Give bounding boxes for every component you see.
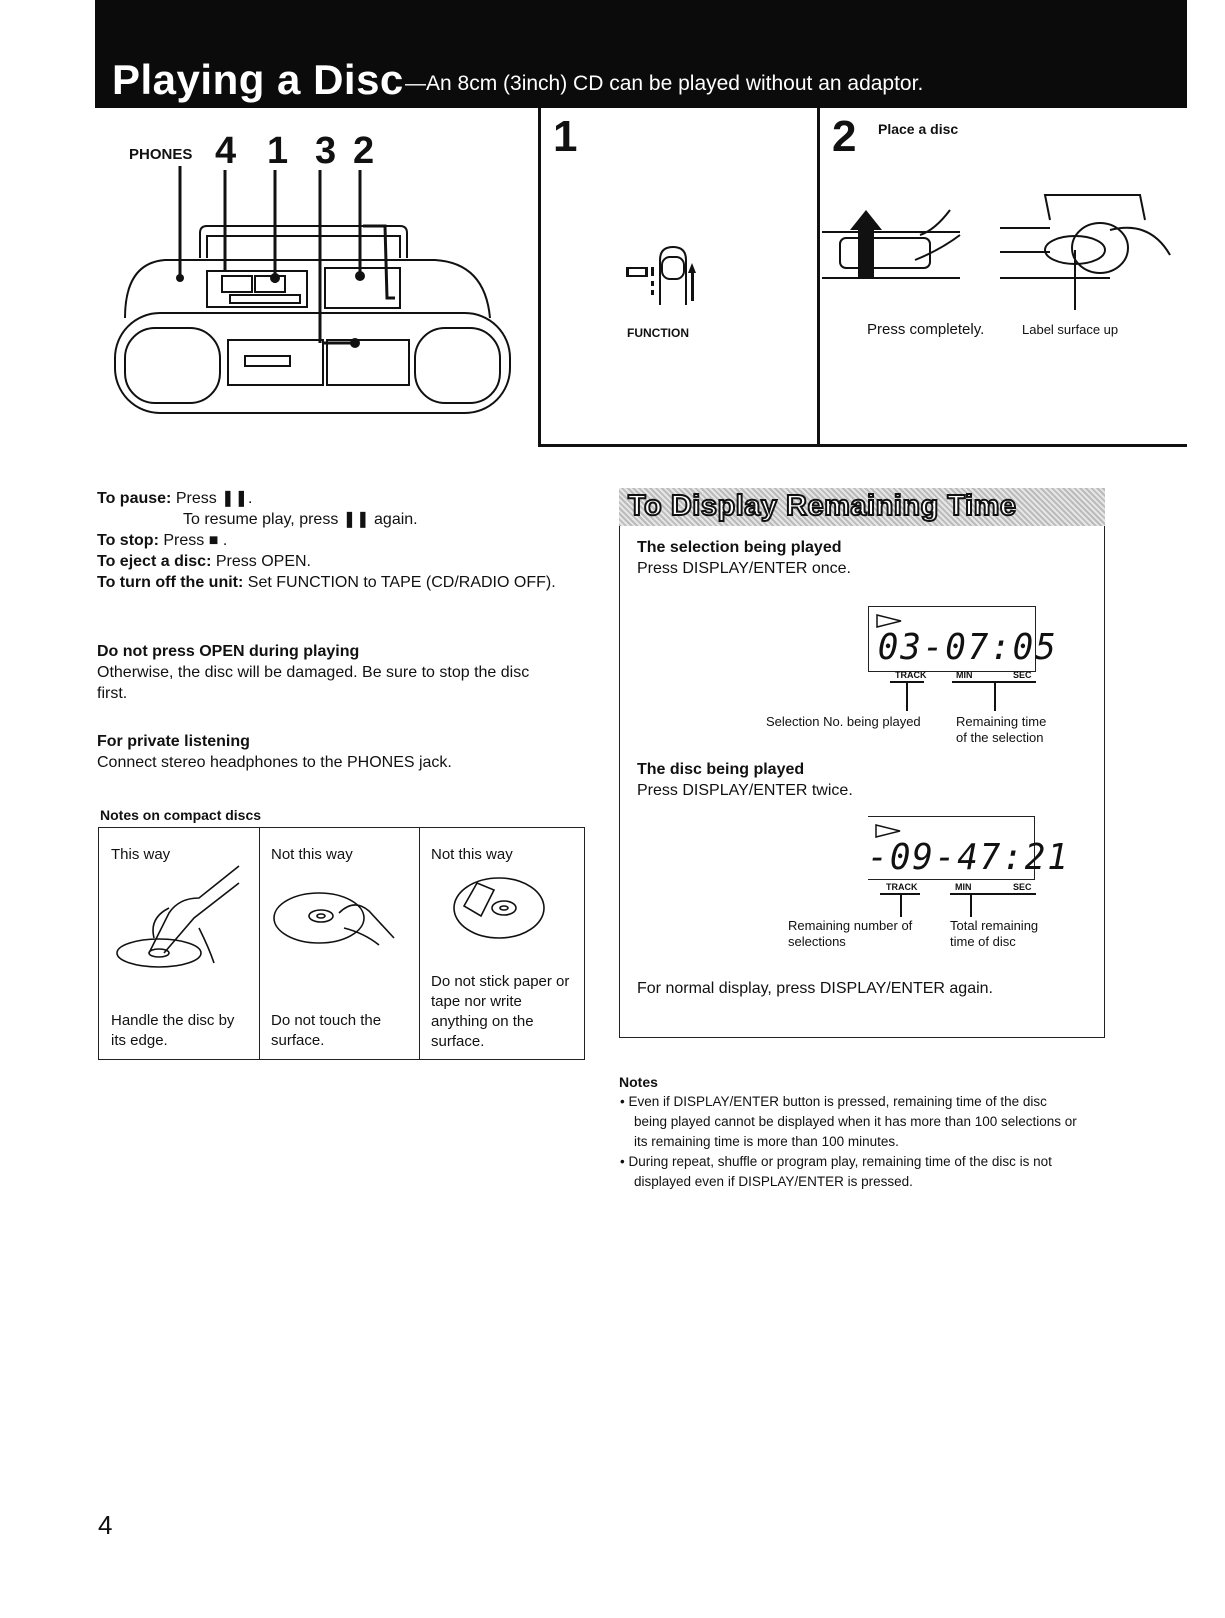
sel-cap-right-1: Remaining time [956, 714, 1047, 729]
lbl-sec-1: SEC [1013, 670, 1032, 680]
warning-text: Otherwise, the disc will be damaged. Be sure to stop the disc first. [97, 664, 530, 702]
pointer-time-1 [994, 681, 996, 711]
step-divider-left [538, 108, 541, 446]
lbl-min-2: MIN [955, 882, 972, 892]
lbl-min-1: MIN [956, 670, 973, 680]
remaining-heading: To Display Remaining Time [628, 490, 1017, 522]
step-box-bottom [538, 444, 1187, 447]
function-switch-icon [618, 245, 728, 325]
notes-discs-table [98, 827, 585, 1060]
sel-cap-right-2: of the selection [956, 730, 1044, 745]
page-title: Playing a Disc [112, 56, 404, 103]
callout-1: 1 [267, 130, 289, 172]
hand-disc-icon [109, 858, 249, 978]
sel-cap-left: Selection No. being played [766, 714, 921, 729]
instr-stop: To stop: Press ■ . [97, 532, 228, 549]
instr-off: To turn off the unit: Set FUNCTION to TAPE (CD/RADIO OFF). [97, 574, 556, 591]
sel-text: Press DISPLAY/ENTER once. [637, 560, 851, 577]
callout-2: 2 [353, 130, 375, 172]
step-2-number: 2 [832, 112, 857, 161]
step-2-caption-left: Press completely. [867, 321, 985, 338]
lbl-track-1: TRACK [895, 670, 927, 680]
notes-cell-not-touch: Not this way Do not touch the surface. [259, 828, 420, 1059]
step-2-title: Place a disc [878, 121, 959, 137]
disc-cap-left-1: Remaining number of [788, 918, 913, 933]
private-title: For private listening [97, 733, 250, 750]
note-item: • Even if DISPLAY/ENTER button is pressed, remaining time of the disc being played cannot be displayed when it has more than 100 selections or its remaining time is more than 100 minutes. [620, 1094, 1077, 1149]
place-disc-illustration [820, 190, 1185, 310]
private-text: Connect stereo headphones to the PHONES jack. [97, 754, 452, 771]
notes-list [620, 1092, 1080, 1192]
instructions-block [97, 488, 567, 593]
normal-display-text: For normal display, press DISPLAY/ENTER again. [637, 980, 993, 997]
instr-eject: To eject a disc: Press OPEN. [97, 553, 311, 570]
disc-cap-left-2: selections [788, 934, 846, 949]
phones-label: PHONES [129, 146, 193, 163]
page-subtitle: —An 8cm (3inch) CD can be played without an adaptor. [405, 72, 924, 95]
touching-disc-icon [269, 873, 409, 973]
notes-discs-title: Notes on compact discs [100, 807, 262, 823]
disc-title: The disc being played [637, 761, 805, 778]
boombox-icon [95, 118, 535, 438]
callout-3: 3 [315, 130, 337, 172]
disc-cap-right-1: Total remaining [950, 918, 1039, 933]
notes-cell-no-paper: Not this way Do not stick paper or tape nor write anything on the surface. [431, 846, 570, 1050]
instr-pause: To pause: Press ❚❚. [97, 490, 253, 507]
notes-title: Notes [619, 1074, 658, 1090]
pointer-track-1 [906, 681, 908, 711]
callout-4: 4 [215, 130, 237, 172]
lcd-digits-selection: 03-07:05 [877, 627, 1058, 668]
note-item: • During repeat, shuffle or program play, remaining time of the disc is not displayed even if DISPLAY/ENTER is pressed. [620, 1154, 1052, 1189]
boombox-diagram [95, 118, 535, 438]
step-2-caption-right: Label surface up [1022, 322, 1119, 337]
paper-on-disc-icon [439, 868, 559, 948]
warning-title: Do not press OPEN during playing [97, 643, 360, 660]
disc-text: Press DISPLAY/ENTER twice. [637, 782, 853, 799]
step-1-number: 1 [553, 112, 578, 161]
lcd-digits-disc: -09-47:21 [867, 837, 1070, 878]
instr-resume: To resume play, press ❚❚ again. [183, 511, 418, 528]
disc-cap-right-2: time of disc [950, 934, 1016, 949]
function-label: FUNCTION [627, 326, 689, 340]
lcd-display-selection [868, 606, 1058, 672]
lcd-display-disc [867, 816, 1070, 880]
lbl-track-2: TRACK [886, 882, 918, 892]
pointer-time-2 [970, 893, 972, 917]
notes-cell-this-way: This way Handle the disc by its edge. [99, 828, 260, 1059]
lbl-sec-2: SEC [1013, 882, 1032, 892]
page-number: 4 [98, 1510, 113, 1540]
pointer-track-2 [900, 893, 902, 917]
bracket-time-2 [950, 893, 1036, 895]
sel-title: The selection being played [637, 539, 842, 556]
